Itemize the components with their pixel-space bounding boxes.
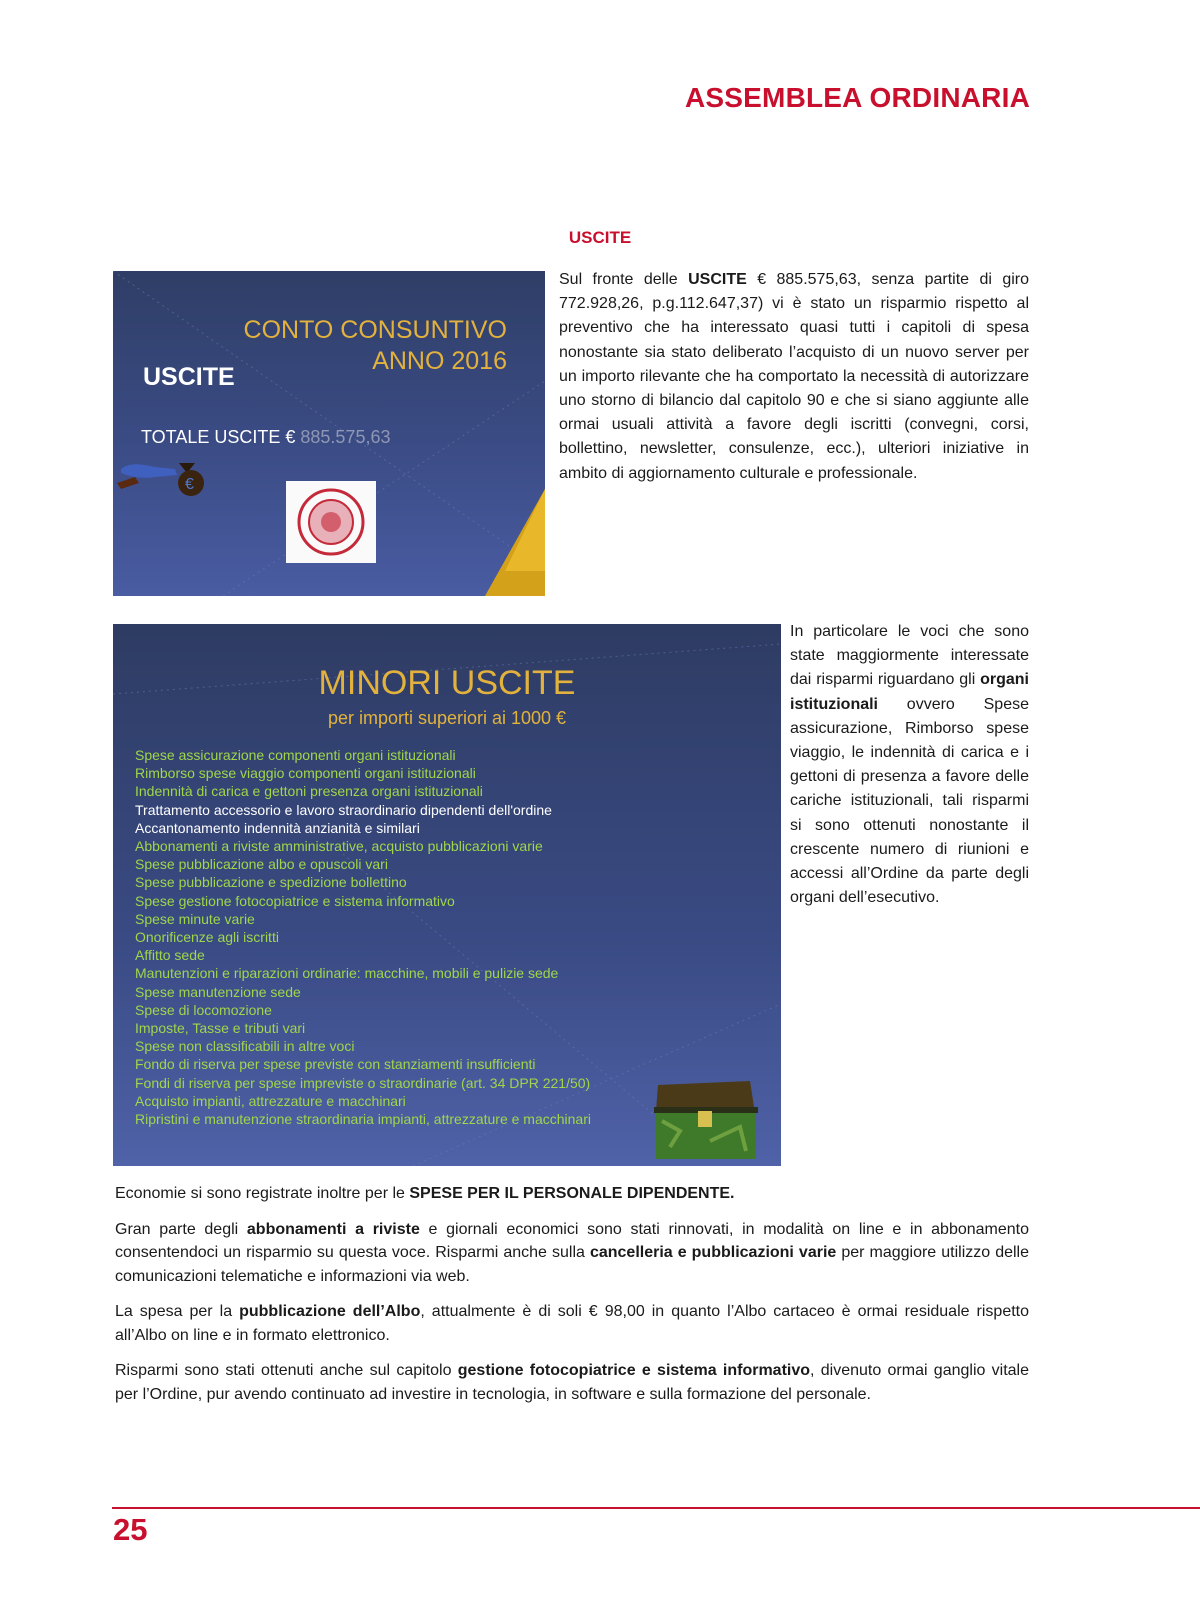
paragraph-personale [115, 1182, 1029, 1206]
slide1-totale-label: TOTALE USCITE € [141, 427, 296, 447]
list-item: Spese pubblicazione albo e opuscoli vari [135, 856, 388, 873]
list-item: Fondi di riserva per spese impreviste o straordinarie (art. 34 DPR 221/50) [135, 1074, 591, 1091]
text-run: , attualmente è di soli € 98,00 in quanto l’Albo cartaceo è ormai residuale rispetto all’Albo on line e in formato elettronico. [115, 1303, 1029, 1344]
paragraph-albo [115, 1300, 1029, 1347]
slide1-line2: ANNO 2016 [372, 347, 507, 375]
list-item: Accantonamento indennità anzianità e similari [135, 819, 420, 836]
treasure-chest-icon [650, 1071, 760, 1161]
list-item: Fondo di riserva per spese previste con stanziamenti insufficienti [135, 1056, 536, 1073]
slide1-totale-value: 885.575,63 [300, 427, 391, 447]
list-item: Onorificenze agli iscritti [135, 929, 279, 946]
bold-run: gestione fotocopiatrice e sistema informativo [457, 1362, 811, 1379]
list-item: Manutenzioni e riparazioni ordinarie: macchine, mobili e pulizie sede [135, 965, 559, 982]
section-title: USCITE [568, 228, 632, 247]
list-item: Affitto sede [135, 947, 205, 964]
body-text [115, 1182, 1029, 1418]
list-item: Spese minute varie [135, 910, 255, 927]
footer-divider [112, 1507, 1200, 1509]
bold-run: USCITE [688, 271, 747, 288]
paragraph-uscite-intro [559, 268, 1029, 486]
slide-conto-consuntivo [113, 271, 545, 596]
hand-money-bag-icon [117, 443, 227, 503]
list-item: Acquisto impianti, attrezzature e macchinari [135, 1092, 406, 1109]
text-run: La spesa per la [115, 1303, 240, 1320]
list-item: Spese manutenzione sede [135, 983, 301, 1000]
bold-run: cancelleria e pubblicazioni varie [589, 1244, 837, 1261]
svg-text:€: € [185, 476, 194, 493]
page-header-title: ASSEMBLEA ORDINARIA [685, 82, 1030, 113]
list-item: Spese non classificabili in altre voci [135, 1038, 355, 1055]
page-number: 25 [113, 1512, 148, 1547]
order-seal-logo [286, 481, 376, 563]
text-run: Economie si sono registrate inoltre per le [115, 1185, 410, 1202]
text-run: Sul fronte delle [559, 271, 689, 288]
slide2-title: MINORI USCITE [318, 664, 576, 702]
bold-run: SPESE PER IL PERSONALE DIPENDENTE. [409, 1185, 735, 1202]
slide2-subtitle: per importi superiori ai 1000 € [327, 708, 567, 728]
slide-minori-uscite [113, 624, 781, 1166]
text-run: Gran parte degli [115, 1220, 247, 1238]
list-item: Indennità di carica e gettoni presenza organi istituzionali [135, 783, 483, 800]
paragraph-abbonamenti [115, 1218, 1029, 1289]
paragraph-fotocopiatrice [115, 1359, 1029, 1406]
text-run: e giornali economici sono stati rinnovati, in modalità on line e in abbonamento consentendoci un risparmio su questa voce. Risparmi anche sulla [115, 1220, 1030, 1261]
list-item: Abbonamenti a riviste amministrative, acquisto pubblicazioni varie [135, 838, 543, 855]
list-item: Spese gestione fotocopiatrice e sistema informativo [135, 892, 455, 909]
slide2-items-list [135, 746, 591, 1128]
list-item: Rimborso spese viaggio componenti organi istituzionali [135, 765, 476, 782]
list-item: Imposte, Tasse e tributi vari [135, 1020, 306, 1037]
slide1-heading [244, 315, 507, 377]
slide1-uscite: USCITE [143, 363, 235, 391]
list-item: Ripristini e manutenzione straordinaria impianti, attrezzature e macchinari [135, 1111, 591, 1128]
text-run: , divenuto ormai ganglio vitale per l’Ordine, pur avendo continuato ad investire in tecnologia, in software e sulla formazione del personale. [115, 1362, 1030, 1403]
list-item: Spese assicurazione componenti organi istituzionali [135, 747, 456, 763]
text-run: € 885.575,63, senza partite di giro 772.928,26, p.g.112.647,37) vi è stato un risparmio rispetto al preventivo che ha interessato quasi tutti i capitoli di spesa nonostante sia stato deliberato l’acquisto di un nuovo server per un importo rilevante che ha comportato la necessità di autorizzare uno storno di bilancio dal capitolo 90 e che si siano aggiunte alle ormai usuali attività a favore degli iscritti (convegni, corsi, bollettino, newsletter, consulenze, ecc.), ulteriori iniziative in ambito di aggiornamento culturale e professionale. [559, 271, 1030, 482]
list-item: Spese di locomozione [135, 1001, 272, 1018]
text-run: per maggiore utilizzo delle comunicazioni telematiche e informazioni via web. [115, 1244, 1030, 1285]
bold-run: pubblicazione dell’Albo [239, 1303, 421, 1320]
text-run: Risparmi sono stati ottenuti anche sul capitolo [115, 1362, 458, 1379]
text-run: In particolare le voci che sono state maggiormente interessate dai risparmi riguardano gli [790, 623, 1029, 689]
list-item: Trattamento accessorio e lavoro straordinario dipendenti dell'ordine [135, 801, 552, 818]
bold-run: organi istituzionali [790, 671, 1029, 713]
bold-run: abbonamenti a riviste [246, 1220, 420, 1238]
slide1-line1: CONTO CONSUNTIVO [243, 316, 507, 344]
text-run: ovvero Spese assicurazione, Rimborso spese viaggio, le indennità di carica e i gettoni di presenza a favore delle cariche istituzionali, tali risparmi si sono ottenuti nonostante il crescente numero di riunioni e accessi all’Ordine da parte degli organi dell’esecutivo. [790, 695, 1029, 907]
paragraph-organi-istituzionali [790, 620, 1029, 910]
list-item: Spese pubblicazione e spedizione bollettino [135, 874, 407, 891]
